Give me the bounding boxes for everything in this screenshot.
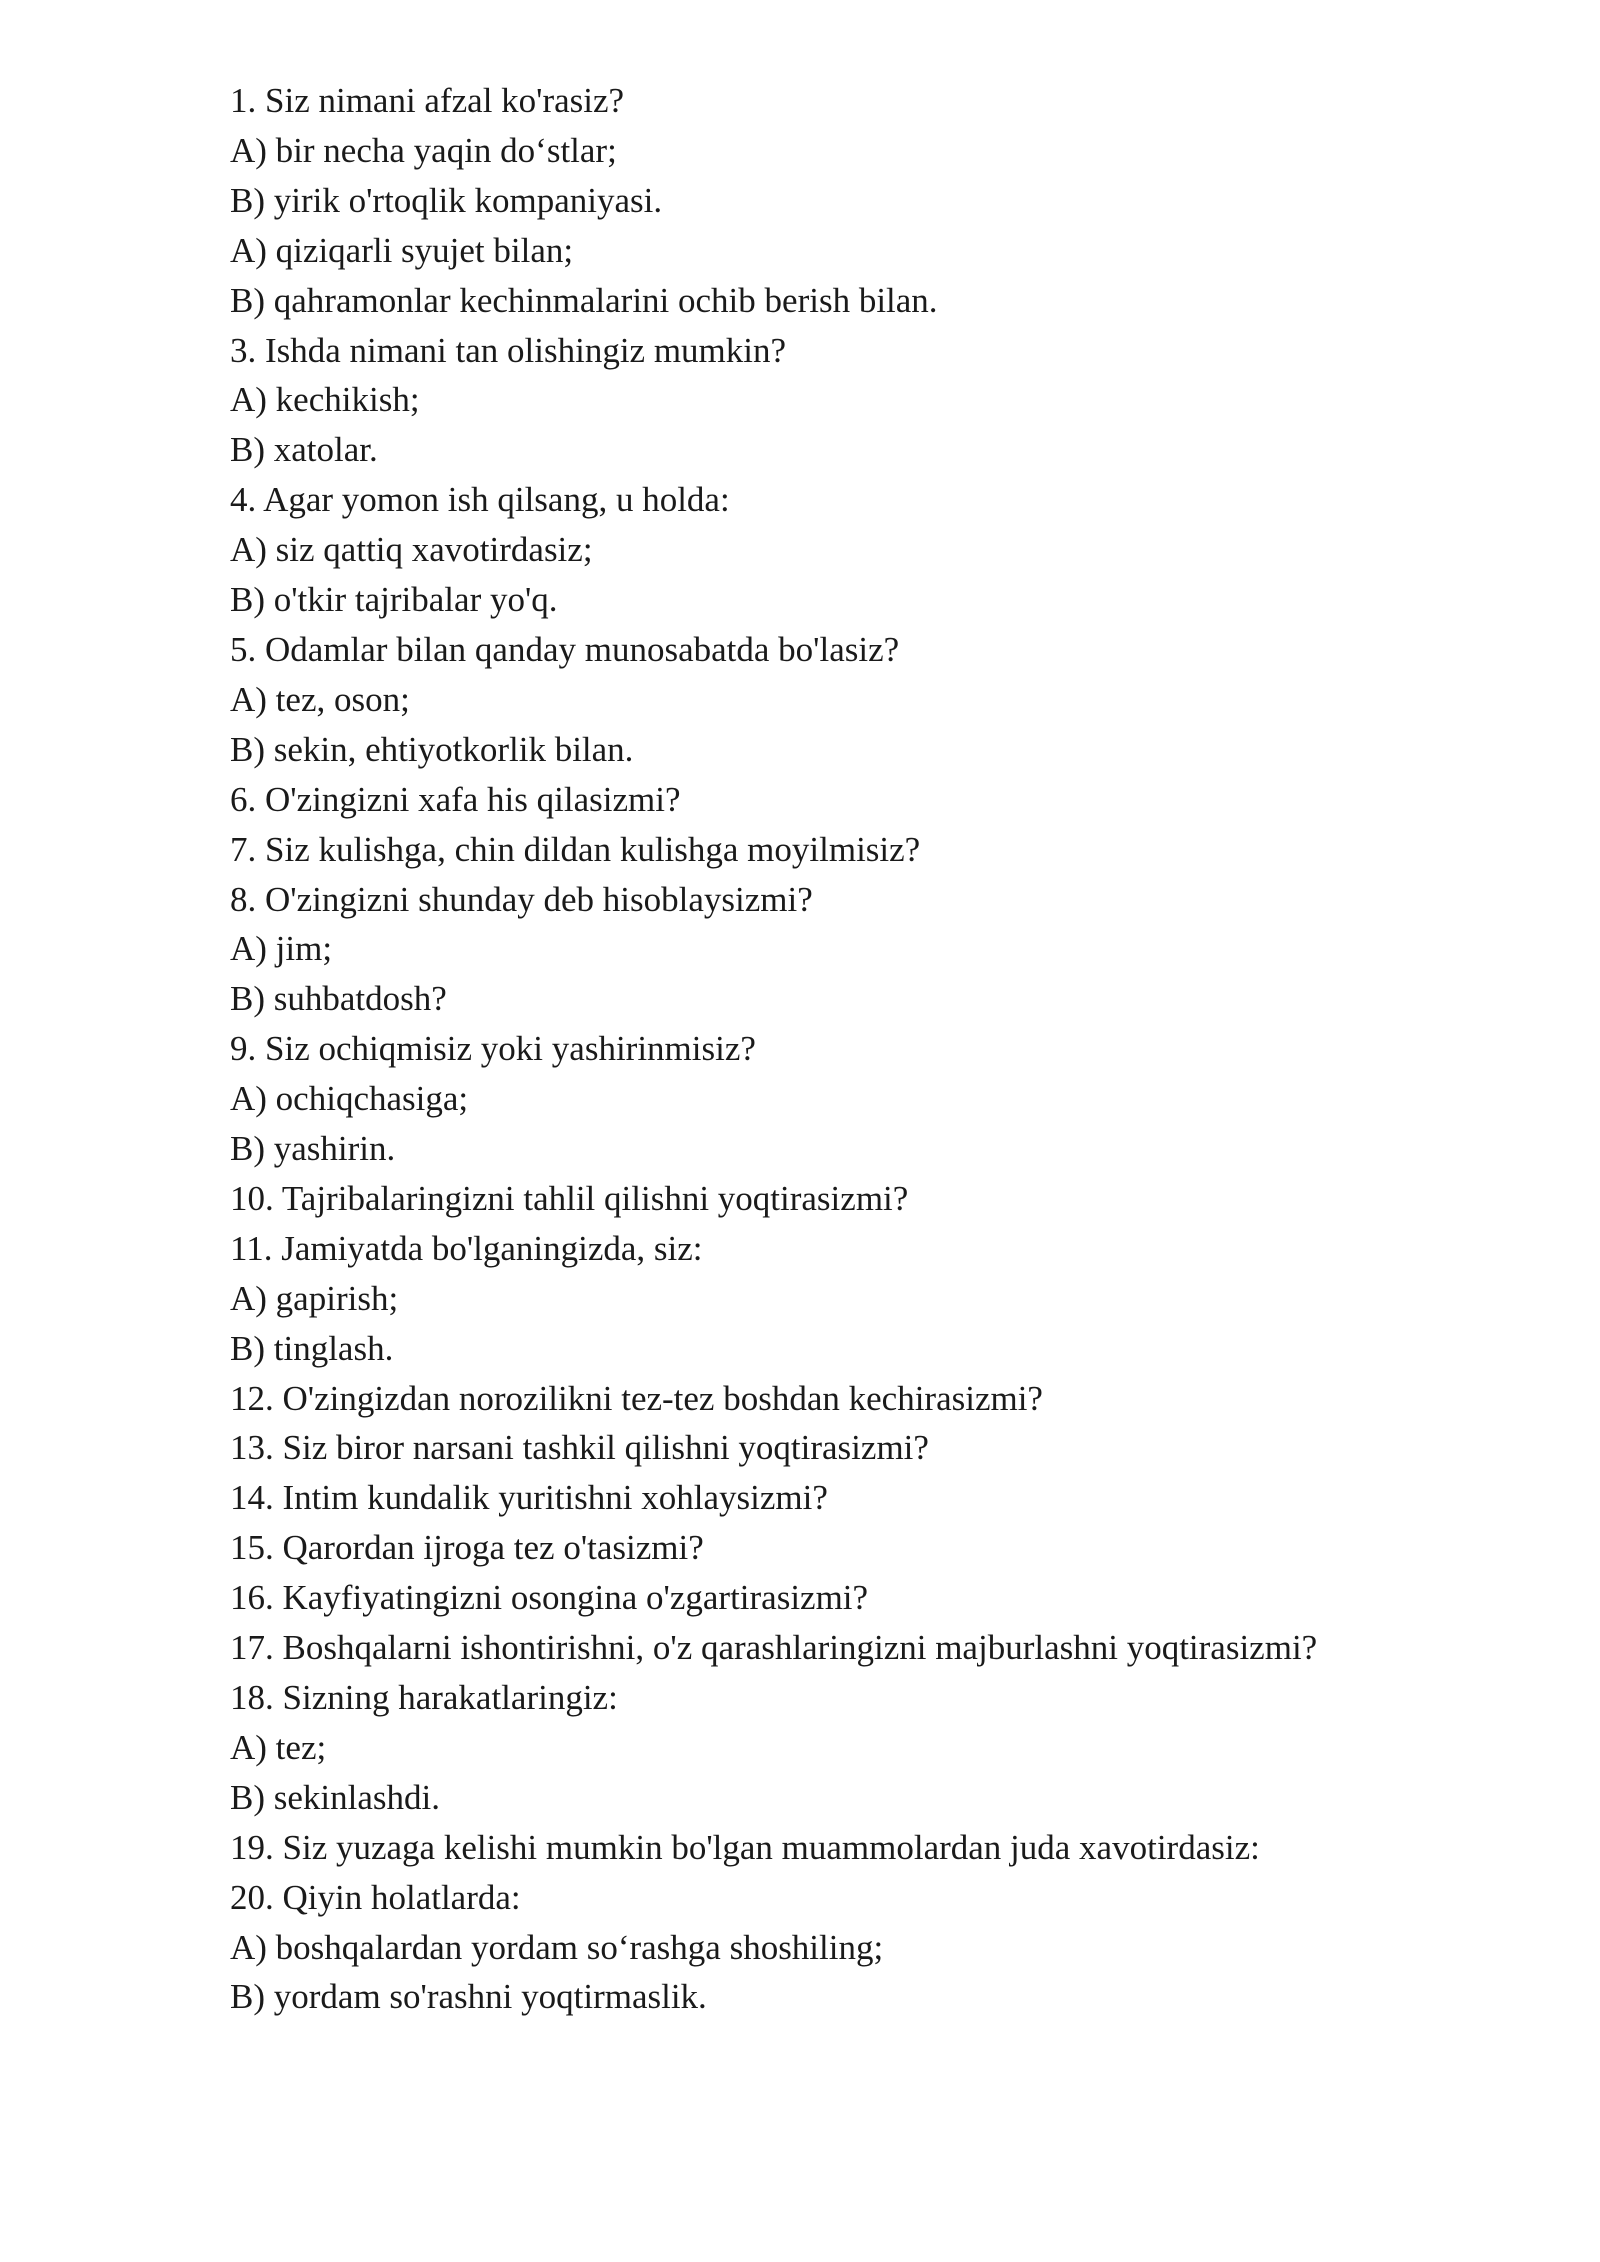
answer-3b: B) xatolar. (230, 430, 378, 470)
answer-4a: A) siz qattiq xavotirdasiz; (230, 530, 593, 570)
answer-5a: A) tez, oson; (230, 679, 410, 719)
question-20: 20. Qiyin holatlarda: (230, 1877, 521, 1917)
question-14: 14. Intim kundalik yuritishni xohlaysizmi? (230, 1478, 828, 1518)
answer-20a: A) boshqalardan yordam so‘rashga shoshiling; (230, 1927, 884, 1967)
question-13: 13. Siz biror narsani tashkil qilishni yoqtirasizmi? (230, 1428, 929, 1468)
answer-8a: A) jim; (230, 929, 333, 969)
answer-1b: B) yirik o'rtoqlik kompaniyasi. (230, 180, 663, 220)
answer-9b: B) yashirin. (230, 1129, 396, 1169)
question-15: 15. Qarordan ijroga tez o'tasizmi? (230, 1528, 704, 1568)
answer-20b: B) yordam so'rashni yoqtirmaslik. (230, 1977, 707, 2017)
answer-18a: A) tez; (230, 1727, 327, 1767)
question-4: 4. Agar yomon ish qilsang, u holda: (230, 480, 730, 520)
answer-5b: B) sekin, ehtiyotkorlik bilan. (230, 729, 634, 769)
question-1: 1. Siz nimani afzal ko'rasiz? (230, 81, 625, 120)
question-8: 8. O'zingizni shunday deb hisoblaysizmi? (230, 879, 813, 919)
answer-11b: B) tinglash. (230, 1328, 394, 1368)
answer-8b: B) suhbatdosh? (230, 979, 447, 1019)
question-19: 19. Siz yuzaga kelishi mumkin bo'lgan muammolardan juda xavotirdasiz: (230, 1827, 1260, 1867)
answer-4b: B) o'tkir tajribalar yo'q. (230, 580, 558, 620)
question-9: 9. Siz ochiqmisiz yoki yashirinmisiz? (230, 1029, 756, 1069)
question-3: 3. Ishda nimani tan olishingiz mumkin? (230, 330, 787, 370)
questionnaire-text (230, 76, 1530, 2022)
answer-1a: A) bir necha yaqin do‘stlar; (230, 130, 617, 170)
question-5: 5. Odamlar bilan qanday munosabatda bo'lasiz? (230, 629, 900, 669)
question-6: 6. O'zingizni xafa his qilasizmi? (230, 779, 681, 819)
question-17: 17. Boshqalarni ishontirishni, o'z qarashlaringizni majburlashni yoqtirasizmi? (230, 1628, 1318, 1668)
answer-3a: A) kechikish; (230, 380, 420, 420)
question-12: 12. O'zingizdan norozilikni tez-tez boshdan kechirasizmi? (230, 1378, 1043, 1418)
question-11: 11. Jamiyatda bo'lganingizda, siz: (230, 1228, 703, 1268)
answer-18b: B) sekinlashdi. (230, 1777, 440, 1817)
answer-2b: B) qahramonlar kechinmalarini ochib berish bilan. (230, 280, 938, 320)
question-18: 18. Sizning harakatlaringiz: (230, 1678, 618, 1717)
answer-11a: A) gapirish; (230, 1278, 399, 1318)
answer-2a: A) qiziqarli syujet bilan; (230, 230, 574, 270)
answer-9a: A) ochiqchasiga; (230, 1079, 469, 1119)
question-7: 7. Siz kulishga, chin dildan kulishga moyilmisiz? (230, 829, 921, 869)
question-16: 16. Kayfiyatingizni osongina o'zgartirasizmi? (230, 1578, 869, 1618)
question-10: 10. Tajribalaringizni tahlil qilishni yoqtirasizmi? (230, 1178, 909, 1218)
